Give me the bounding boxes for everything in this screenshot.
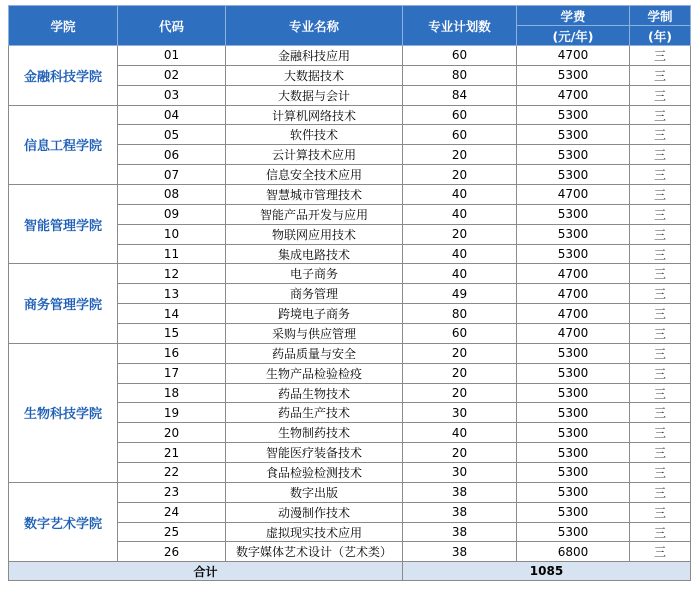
fee-cell: 5300 <box>517 443 630 463</box>
major-cell: 动漫制作技术 <box>226 502 403 522</box>
major-cell: 智能产品开发与应用 <box>226 204 403 224</box>
major-cell: 数字媒体艺术设计（艺术类） <box>226 542 403 562</box>
duration-cell: 三 <box>630 105 691 125</box>
duration-cell: 三 <box>630 463 691 483</box>
fee-cell: 4700 <box>517 284 630 304</box>
duration-cell: 三 <box>630 363 691 383</box>
code-cell: 05 <box>118 125 226 145</box>
code-cell: 04 <box>118 105 226 125</box>
enrollment-plan-table <box>8 5 691 581</box>
major-cell: 生物制药技术 <box>226 423 403 443</box>
table-body <box>9 46 691 562</box>
code-cell: 08 <box>118 185 226 205</box>
fee-cell: 4700 <box>517 46 630 66</box>
fee-cell: 5300 <box>517 522 630 542</box>
duration-cell: 三 <box>630 502 691 522</box>
fee-cell: 5300 <box>517 165 630 185</box>
major-cell: 药品生物技术 <box>226 383 403 403</box>
table-row <box>9 46 691 66</box>
fee-cell: 5300 <box>517 125 630 145</box>
header-fee-unit: (元/年) <box>517 26 630 46</box>
code-cell: 26 <box>118 542 226 562</box>
table-row <box>9 264 691 284</box>
fee-cell: 5300 <box>517 403 630 423</box>
major-cell: 生物产品检验检疫 <box>226 363 403 383</box>
plan-cell: 80 <box>403 65 517 85</box>
fee-cell: 4700 <box>517 264 630 284</box>
duration-cell: 三 <box>630 522 691 542</box>
duration-cell: 三 <box>630 165 691 185</box>
code-cell: 18 <box>118 383 226 403</box>
major-cell: 计算机网络技术 <box>226 105 403 125</box>
plan-cell: 38 <box>403 502 517 522</box>
code-cell: 19 <box>118 403 226 423</box>
duration-cell: 三 <box>630 423 691 443</box>
table-row <box>9 482 691 502</box>
plan-cell: 60 <box>403 324 517 344</box>
plan-cell: 40 <box>403 204 517 224</box>
plan-cell: 40 <box>403 264 517 284</box>
header-plan: 专业计划数 <box>403 6 517 46</box>
fee-cell: 5300 <box>517 423 630 443</box>
plan-cell: 80 <box>403 304 517 324</box>
major-cell: 集成电路技术 <box>226 244 403 264</box>
college-cell: 生物科技学院 <box>9 343 118 482</box>
duration-cell: 三 <box>630 542 691 562</box>
duration-cell: 三 <box>630 204 691 224</box>
plan-cell: 40 <box>403 244 517 264</box>
major-cell: 商务管理 <box>226 284 403 304</box>
code-cell: 10 <box>118 224 226 244</box>
college-cell: 金融科技学院 <box>9 46 118 106</box>
major-cell: 虚拟现实技术应用 <box>226 522 403 542</box>
major-cell: 金融科技应用 <box>226 46 403 66</box>
fee-cell: 5300 <box>517 463 630 483</box>
fee-cell: 6800 <box>517 542 630 562</box>
major-cell: 跨境电子商务 <box>226 304 403 324</box>
code-cell: 12 <box>118 264 226 284</box>
code-cell: 22 <box>118 463 226 483</box>
fee-cell: 5300 <box>517 65 630 85</box>
plan-cell: 60 <box>403 46 517 66</box>
duration-cell: 三 <box>630 383 691 403</box>
code-cell: 16 <box>118 343 226 363</box>
plan-cell: 40 <box>403 423 517 443</box>
plan-cell: 20 <box>403 383 517 403</box>
fee-cell: 5300 <box>517 145 630 165</box>
plan-cell: 20 <box>403 145 517 165</box>
duration-cell: 三 <box>630 482 691 502</box>
plan-cell: 38 <box>403 542 517 562</box>
code-cell: 07 <box>118 165 226 185</box>
major-cell: 食品检验检测技术 <box>226 463 403 483</box>
duration-cell: 三 <box>630 264 691 284</box>
major-cell: 软件技术 <box>226 125 403 145</box>
major-cell: 智慧城市管理技术 <box>226 185 403 205</box>
table-row <box>9 185 691 205</box>
code-cell: 24 <box>118 502 226 522</box>
duration-cell: 三 <box>630 65 691 85</box>
duration-cell: 三 <box>630 145 691 165</box>
fee-cell: 5300 <box>517 105 630 125</box>
code-cell: 17 <box>118 363 226 383</box>
fee-cell: 4700 <box>517 304 630 324</box>
major-cell: 信息安全技术应用 <box>226 165 403 185</box>
college-cell: 商务管理学院 <box>9 264 118 343</box>
fee-cell: 5300 <box>517 244 630 264</box>
code-cell: 21 <box>118 443 226 463</box>
plan-cell: 20 <box>403 443 517 463</box>
plan-cell: 30 <box>403 463 517 483</box>
fee-cell: 4700 <box>517 85 630 105</box>
header-code: 代码 <box>118 6 226 46</box>
plan-cell: 30 <box>403 403 517 423</box>
major-cell: 大数据技术 <box>226 65 403 85</box>
code-cell: 13 <box>118 284 226 304</box>
duration-cell: 三 <box>630 443 691 463</box>
code-cell: 01 <box>118 46 226 66</box>
table-row <box>9 343 691 363</box>
duration-cell: 三 <box>630 85 691 105</box>
major-cell: 药品质量与安全 <box>226 343 403 363</box>
college-cell: 数字艺术学院 <box>9 482 118 561</box>
fee-cell: 5300 <box>517 383 630 403</box>
code-cell: 20 <box>118 423 226 443</box>
table-row <box>9 105 691 125</box>
fee-cell: 4700 <box>517 185 630 205</box>
plan-cell: 60 <box>403 105 517 125</box>
fee-cell: 5300 <box>517 204 630 224</box>
plan-cell: 49 <box>403 284 517 304</box>
major-cell: 智能医疗装备技术 <box>226 443 403 463</box>
duration-cell: 三 <box>630 324 691 344</box>
fee-cell: 5300 <box>517 363 630 383</box>
plan-cell: 38 <box>403 522 517 542</box>
duration-cell: 三 <box>630 403 691 423</box>
table-header <box>9 6 691 46</box>
duration-cell: 三 <box>630 125 691 145</box>
fee-cell: 5300 <box>517 502 630 522</box>
plan-cell: 20 <box>403 363 517 383</box>
plan-cell: 60 <box>403 125 517 145</box>
duration-cell: 三 <box>630 343 691 363</box>
code-cell: 25 <box>118 522 226 542</box>
total-label: 合计 <box>9 562 403 581</box>
code-cell: 09 <box>118 204 226 224</box>
major-cell: 采购与供应管理 <box>226 324 403 344</box>
code-cell: 03 <box>118 85 226 105</box>
major-cell: 电子商务 <box>226 264 403 284</box>
major-cell: 药品生产技术 <box>226 403 403 423</box>
code-cell: 14 <box>118 304 226 324</box>
fee-cell: 5300 <box>517 343 630 363</box>
major-cell: 物联网应用技术 <box>226 224 403 244</box>
major-cell: 大数据与会计 <box>226 85 403 105</box>
table-footer <box>9 562 691 581</box>
code-cell: 06 <box>118 145 226 165</box>
duration-cell: 三 <box>630 304 691 324</box>
header-duration: 学制 <box>630 6 691 26</box>
duration-cell: 三 <box>630 224 691 244</box>
header-fee: 学费 <box>517 6 630 26</box>
code-cell: 23 <box>118 482 226 502</box>
major-cell: 云计算技术应用 <box>226 145 403 165</box>
total-value: 1085 <box>403 562 691 581</box>
fee-cell: 4700 <box>517 324 630 344</box>
duration-cell: 三 <box>630 46 691 66</box>
duration-cell: 三 <box>630 284 691 304</box>
plan-cell: 20 <box>403 165 517 185</box>
fee-cell: 5300 <box>517 482 630 502</box>
college-cell: 智能管理学院 <box>9 185 118 264</box>
fee-cell: 5300 <box>517 224 630 244</box>
plan-cell: 38 <box>403 482 517 502</box>
header-duration-unit: (年) <box>630 26 691 46</box>
plan-cell: 40 <box>403 185 517 205</box>
plan-cell: 84 <box>403 85 517 105</box>
plan-cell: 20 <box>403 343 517 363</box>
duration-cell: 三 <box>630 185 691 205</box>
header-college: 学院 <box>9 6 118 46</box>
code-cell: 02 <box>118 65 226 85</box>
code-cell: 11 <box>118 244 226 264</box>
major-cell: 数字出版 <box>226 482 403 502</box>
plan-cell: 20 <box>403 224 517 244</box>
college-cell: 信息工程学院 <box>9 105 118 184</box>
duration-cell: 三 <box>630 244 691 264</box>
code-cell: 15 <box>118 324 226 344</box>
header-major: 专业名称 <box>226 6 403 46</box>
